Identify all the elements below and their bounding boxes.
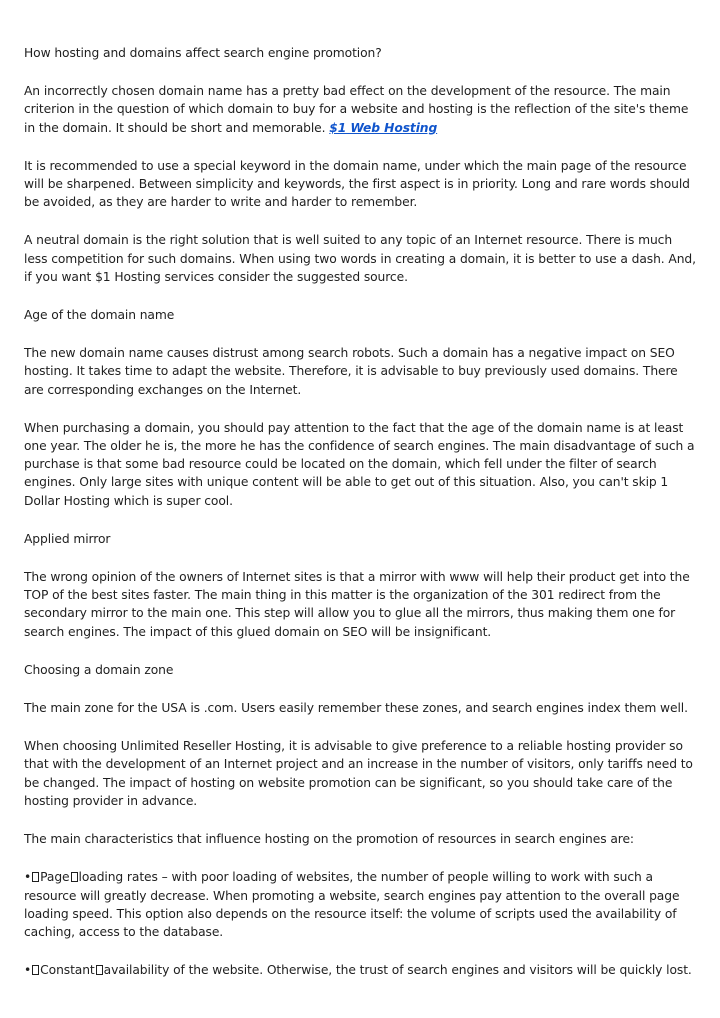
bullet-mark: • — [24, 963, 32, 978]
bullet-mark: • — [24, 870, 32, 885]
paragraph-mirror: The wrong opinion of the owners of Internet sites is that a mirror with www will help their product get into the TOP of the best sites faster. The main thing in this matter is the organization of the 301 redirect from the secondary mirror to the main one. This step will allow you to glue all the mirrors, thus making them one for search engines. The impact of this glued domain on SEO will be insignificant. — [24, 570, 690, 639]
missing-glyph-icon — [71, 872, 78, 882]
bullet-keyword: Page — [40, 870, 70, 885]
paragraph-keyword: It is recommended to use a special keyword in the domain name, under which the main page of the resource will be sharpened. Between simplicity and keywords, the first aspect is in priority. Long and rare words should be avoided, as they are harder to write and harder to remember. — [24, 158, 690, 210]
heading-domain-zone: Choosing a domain zone — [24, 662, 174, 677]
article-body — [24, 44, 696, 999]
paragraph-new-domain: The new domain name causes distrust among search robots. Such a domain has a negative impact on SEO hosting. It takes time to adapt the website. Therefore, it is advisable to buy previously used domains. There are corresponding exchanges on the Internet. — [24, 346, 678, 397]
missing-glyph-icon — [32, 965, 39, 975]
bullet-text: availability of the website. Otherwise, the trust of search engines and visitors will be quickly lost. — [103, 963, 692, 978]
paragraph-main-zone: The main zone for the USA is .com. Users easily remember these zones, and search engines index them well. — [24, 701, 688, 716]
heading-age-of-domain: Age of the domain name — [24, 308, 175, 323]
article-question-title: How hosting and domains affect search engine promotion? — [24, 46, 382, 60]
missing-glyph-icon — [32, 872, 39, 882]
paragraph-text: An incorrectly chosen domain name has a pretty bad effect on the development of the resource. The main criterion in the question of which domain to buy for a website and hosting is the reflection of the site's theme in the domain. It should be short and memorable. — [24, 84, 689, 135]
paragraph-domain-choice — [24, 82, 696, 137]
missing-glyph-icon — [96, 965, 103, 975]
paragraph-neutral-domain: A neutral domain is the right solution that is well suited to any topic of an Internet resource. There is much less competition for such domains. When using two words in creating a domain, it is better to use a dash. And, if you want $1 Hosting services consider the suggested source. — [24, 233, 696, 284]
paragraph-characteristics-intro: The main characteristics that influence hosting on the promotion of resources in search engines are: — [24, 832, 634, 847]
bullet-item-page-loading — [24, 868, 696, 941]
heading-applied-mirror: Applied mirror — [24, 531, 111, 546]
bullet-text: loading rates – with poor loading of websites, the number of people willing to work with such a resource will greatly decrease. When promoting a website, search engines pay attention to the overall page loading speed. This option also depends on the resource itself: the volume of scripts used the availability of caching, access to the database. — [24, 870, 680, 939]
bullet-item-availability — [24, 961, 696, 979]
bullet-keyword: Constant — [40, 963, 95, 978]
paragraph-reseller-hosting: When choosing Unlimited Reseller Hosting, it is advisable to give preference to a reliable hosting provider so that with the development of an Internet project and an increase in the number of visitors, only tariffs need to be changed. The impact of hosting on website promotion can be significant, so you should take care of the hosting provider in advance. — [24, 739, 693, 808]
paragraph-purchasing-domain: When purchasing a domain, you should pay attention to the fact that the age of the domain name is at least one year. The older he is, the more he has the confidence of search engines. The main disadvantage of such a purchase is that some bad resource could be located on the domain, which fell under the filter of search engines. Only large sites with unique content will be able to get out of this situation. Also, you can't skip 1 Dollar Hosting which is super cool. — [24, 420, 695, 508]
web-hosting-link[interactable]: $1 Web Hosting — [329, 120, 438, 135]
